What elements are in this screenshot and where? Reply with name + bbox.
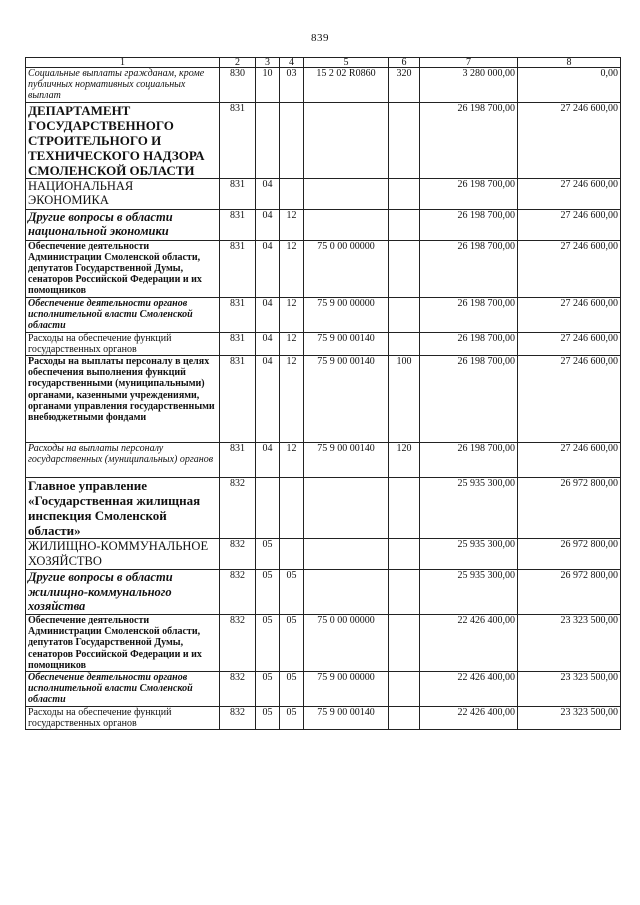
subsection-cell: 03	[280, 68, 304, 103]
expense-type-cell	[389, 178, 420, 209]
table-row	[26, 102, 621, 178]
code-admin-cell: 832	[220, 672, 256, 707]
code-admin-cell: 832	[220, 570, 256, 615]
code-admin-cell: 831	[220, 209, 256, 240]
expense-type-cell	[389, 570, 420, 615]
row-name-cell: ДЕПАРТАМЕНТ ГОСУДАРСТВЕННОГО СТРОИТЕЛЬНОГО И ТЕХНИЧЕСКОГО НАДЗОРА СМОЛЕНСКОЙ ОБЛАСТИ	[26, 102, 220, 178]
expense-type-cell: 120	[389, 443, 420, 478]
code-admin-cell: 831	[220, 332, 256, 355]
amount-year1-cell: 26 198 700,00	[420, 443, 518, 478]
amount-year2-cell: 27 246 600,00	[518, 443, 621, 478]
row-name-cell: НАЦИОНАЛЬНАЯ ЭКОНОМИКА	[26, 178, 220, 209]
row-name-cell: Обеспечение деятельности органов исполнительной власти Смоленской области	[26, 297, 220, 332]
subsection-cell: 05	[280, 707, 304, 730]
row-name-cell: ЖИЛИЩНО-КОММУНАЛЬНОЕ ХОЗЯЙСТВО	[26, 539, 220, 570]
amount-year1-cell: 22 426 400,00	[420, 672, 518, 707]
target-article-cell	[304, 178, 389, 209]
row-name-cell: Обеспечение деятельности Администрации Смоленской области, депутатов Государственной Думы, сенаторов Российской Федерации и их помощников	[26, 240, 220, 297]
table-body	[26, 58, 621, 730]
target-article-cell: 75 9 00 00140	[304, 332, 389, 355]
section-cell: 10	[256, 68, 280, 103]
table-header-row	[26, 58, 621, 68]
amount-year2-cell: 27 246 600,00	[518, 297, 621, 332]
subsection-cell: 12	[280, 332, 304, 355]
table-row	[26, 615, 621, 672]
column-header: 7	[420, 58, 518, 68]
amount-year1-cell: 25 935 300,00	[420, 539, 518, 570]
amount-year2-cell: 23 323 500,00	[518, 707, 621, 730]
amount-year2-cell: 23 323 500,00	[518, 672, 621, 707]
code-admin-cell: 832	[220, 615, 256, 672]
column-header: 3	[256, 58, 280, 68]
column-header: 4	[280, 58, 304, 68]
target-article-cell: 75 9 00 00140	[304, 443, 389, 478]
amount-year1-cell: 26 198 700,00	[420, 240, 518, 297]
budget-table	[25, 57, 621, 730]
section-cell: 05	[256, 672, 280, 707]
expense-type-cell	[389, 209, 420, 240]
section-cell: 04	[256, 443, 280, 478]
table-row	[26, 707, 621, 730]
expense-type-cell	[389, 615, 420, 672]
target-article-cell: 75 9 00 00000	[304, 672, 389, 707]
target-article-cell: 15 2 02 R0860	[304, 68, 389, 103]
expense-type-cell	[389, 332, 420, 355]
subsection-cell: 05	[280, 615, 304, 672]
amount-year2-cell: 0,00	[518, 68, 621, 103]
row-name-cell: Обеспечение деятельности органов исполнительной власти Смоленской области	[26, 672, 220, 707]
code-admin-cell: 832	[220, 539, 256, 570]
column-header: 6	[389, 58, 420, 68]
column-header: 5	[304, 58, 389, 68]
code-admin-cell: 831	[220, 102, 256, 178]
subsection-cell: 12	[280, 240, 304, 297]
table-row	[26, 570, 621, 615]
subsection-cell	[280, 478, 304, 539]
code-admin-cell: 832	[220, 707, 256, 730]
row-name-cell: Расходы на выплаты персоналу в целях обеспечения выполнения функций государственными (муниципальными) органами, казенными учреждениями, органами управления государственными внебюджетными фондами	[26, 356, 220, 443]
target-article-cell: 75 9 00 00140	[304, 356, 389, 443]
amount-year1-cell: 22 426 400,00	[420, 615, 518, 672]
table-row	[26, 356, 621, 443]
table-row	[26, 68, 621, 103]
section-cell: 05	[256, 615, 280, 672]
code-admin-cell: 831	[220, 240, 256, 297]
column-header: 2	[220, 58, 256, 68]
table-row	[26, 178, 621, 209]
section-cell: 05	[256, 539, 280, 570]
amount-year2-cell: 23 323 500,00	[518, 615, 621, 672]
table-row	[26, 672, 621, 707]
amount-year2-cell: 26 972 800,00	[518, 478, 621, 539]
target-article-cell: 75 0 00 00000	[304, 240, 389, 297]
subsection-cell	[280, 102, 304, 178]
table-row	[26, 240, 621, 297]
section-cell: 05	[256, 570, 280, 615]
target-article-cell: 75 9 00 00140	[304, 707, 389, 730]
code-admin-cell: 832	[220, 478, 256, 539]
page-number: 839	[311, 32, 329, 44]
amount-year1-cell: 26 198 700,00	[420, 102, 518, 178]
table-row	[26, 443, 621, 478]
subsection-cell: 05	[280, 672, 304, 707]
amount-year1-cell: 26 198 700,00	[420, 332, 518, 355]
expense-type-cell	[389, 672, 420, 707]
column-header: 8	[518, 58, 621, 68]
expense-type-cell	[389, 539, 420, 570]
amount-year2-cell: 26 972 800,00	[518, 539, 621, 570]
amount-year1-cell: 26 198 700,00	[420, 209, 518, 240]
amount-year2-cell: 27 246 600,00	[518, 209, 621, 240]
amount-year1-cell: 3 280 000,00	[420, 68, 518, 103]
target-article-cell	[304, 209, 389, 240]
expense-type-cell	[389, 102, 420, 178]
amount-year2-cell: 26 972 800,00	[518, 570, 621, 615]
row-name-cell: Другие вопросы в области национальной экономики	[26, 209, 220, 240]
section-cell	[256, 478, 280, 539]
section-cell: 05	[256, 707, 280, 730]
table-row	[26, 478, 621, 539]
row-name-cell: Обеспечение деятельности Администрации Смоленской области, депутатов Государственной Думы, сенаторов Российской Федерации и их помощников	[26, 615, 220, 672]
table-row	[26, 297, 621, 332]
column-header: 1	[26, 58, 220, 68]
amount-year2-cell: 27 246 600,00	[518, 356, 621, 443]
amount-year1-cell: 26 198 700,00	[420, 178, 518, 209]
section-cell: 04	[256, 332, 280, 355]
amount-year1-cell: 26 198 700,00	[420, 356, 518, 443]
target-article-cell: 75 9 00 00000	[304, 297, 389, 332]
row-name-cell: Социальные выплаты гражданам, кроме публичных нормативных социальных выплат	[26, 68, 220, 103]
expense-type-cell: 320	[389, 68, 420, 103]
subsection-cell: 05	[280, 570, 304, 615]
section-cell: 04	[256, 178, 280, 209]
table-row	[26, 209, 621, 240]
expense-type-cell	[389, 297, 420, 332]
subsection-cell: 12	[280, 209, 304, 240]
subsection-cell: 12	[280, 356, 304, 443]
expense-type-cell	[389, 478, 420, 539]
code-admin-cell: 830	[220, 68, 256, 103]
section-cell: 04	[256, 297, 280, 332]
amount-year2-cell: 27 246 600,00	[518, 178, 621, 209]
table-row	[26, 332, 621, 355]
row-name-cell: Расходы на выплаты персоналу государственных (муниципальных) органов	[26, 443, 220, 478]
amount-year2-cell: 27 246 600,00	[518, 240, 621, 297]
expense-type-cell: 100	[389, 356, 420, 443]
subsection-cell: 12	[280, 443, 304, 478]
row-name-cell: Главное управление «Государственная жилищная инспекция Смоленской области»	[26, 478, 220, 539]
row-name-cell: Расходы на обеспечение функций государственных органов	[26, 707, 220, 730]
target-article-cell	[304, 539, 389, 570]
row-name-cell: Другие вопросы в области жилищно-коммунального хозяйства	[26, 570, 220, 615]
code-admin-cell: 831	[220, 443, 256, 478]
target-article-cell	[304, 478, 389, 539]
section-cell	[256, 102, 280, 178]
expense-type-cell	[389, 707, 420, 730]
code-admin-cell: 831	[220, 297, 256, 332]
code-admin-cell: 831	[220, 178, 256, 209]
subsection-cell: 12	[280, 297, 304, 332]
table-row	[26, 539, 621, 570]
amount-year1-cell: 25 935 300,00	[420, 478, 518, 539]
amount-year2-cell: 27 246 600,00	[518, 332, 621, 355]
amount-year1-cell: 25 935 300,00	[420, 570, 518, 615]
row-name-cell: Расходы на обеспечение функций государственных органов	[26, 332, 220, 355]
section-cell: 04	[256, 240, 280, 297]
code-admin-cell: 831	[220, 356, 256, 443]
target-article-cell	[304, 102, 389, 178]
amount-year1-cell: 22 426 400,00	[420, 707, 518, 730]
amount-year1-cell: 26 198 700,00	[420, 297, 518, 332]
section-cell: 04	[256, 356, 280, 443]
subsection-cell	[280, 539, 304, 570]
target-article-cell	[304, 570, 389, 615]
target-article-cell: 75 0 00 00000	[304, 615, 389, 672]
section-cell: 04	[256, 209, 280, 240]
expense-type-cell	[389, 240, 420, 297]
amount-year2-cell: 27 246 600,00	[518, 102, 621, 178]
subsection-cell	[280, 178, 304, 209]
